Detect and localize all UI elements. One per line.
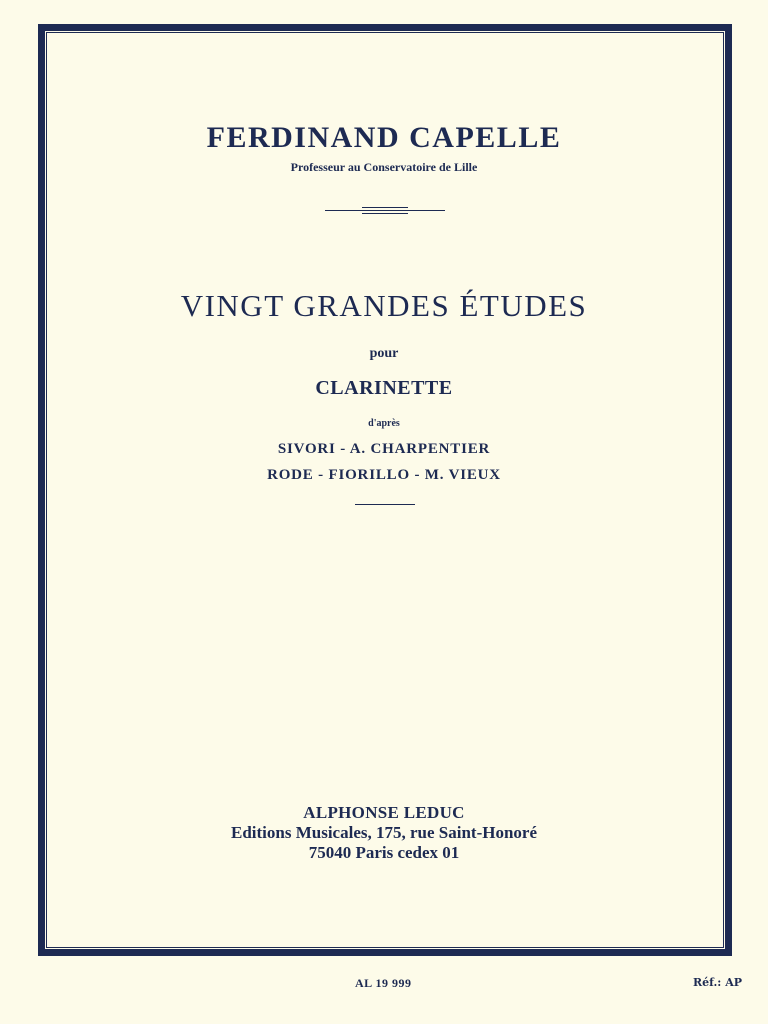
reference-code: Réf.: AP xyxy=(693,976,743,989)
pour-label: pour xyxy=(369,346,399,361)
sources-line-2: RODE - FIORILLO - M. VIEUX xyxy=(267,467,501,483)
composer-name: FERDINAND CAPELLE xyxy=(206,121,562,154)
composer-title: Professeur au Conservatoire de Lille xyxy=(290,160,478,174)
instrument-name: CLARINETTE xyxy=(315,377,453,399)
sources-line-1: SIVORI - A. CHARPENTIER xyxy=(277,441,491,457)
work-title: VINGT GRANDES ÉTUDES xyxy=(180,288,588,323)
ornamental-rule xyxy=(325,204,445,218)
publisher-city: 75040 Paris cedex 01 xyxy=(308,843,460,862)
publisher-address: Editions Musicales, 175, rue Saint-Honoré xyxy=(230,823,537,842)
dapres-label: d'après xyxy=(368,418,400,429)
catalog-number: AL 19 999 xyxy=(355,976,412,990)
publisher-name: ALPHONSE LEDUC xyxy=(303,803,465,822)
short-rule xyxy=(355,504,415,505)
